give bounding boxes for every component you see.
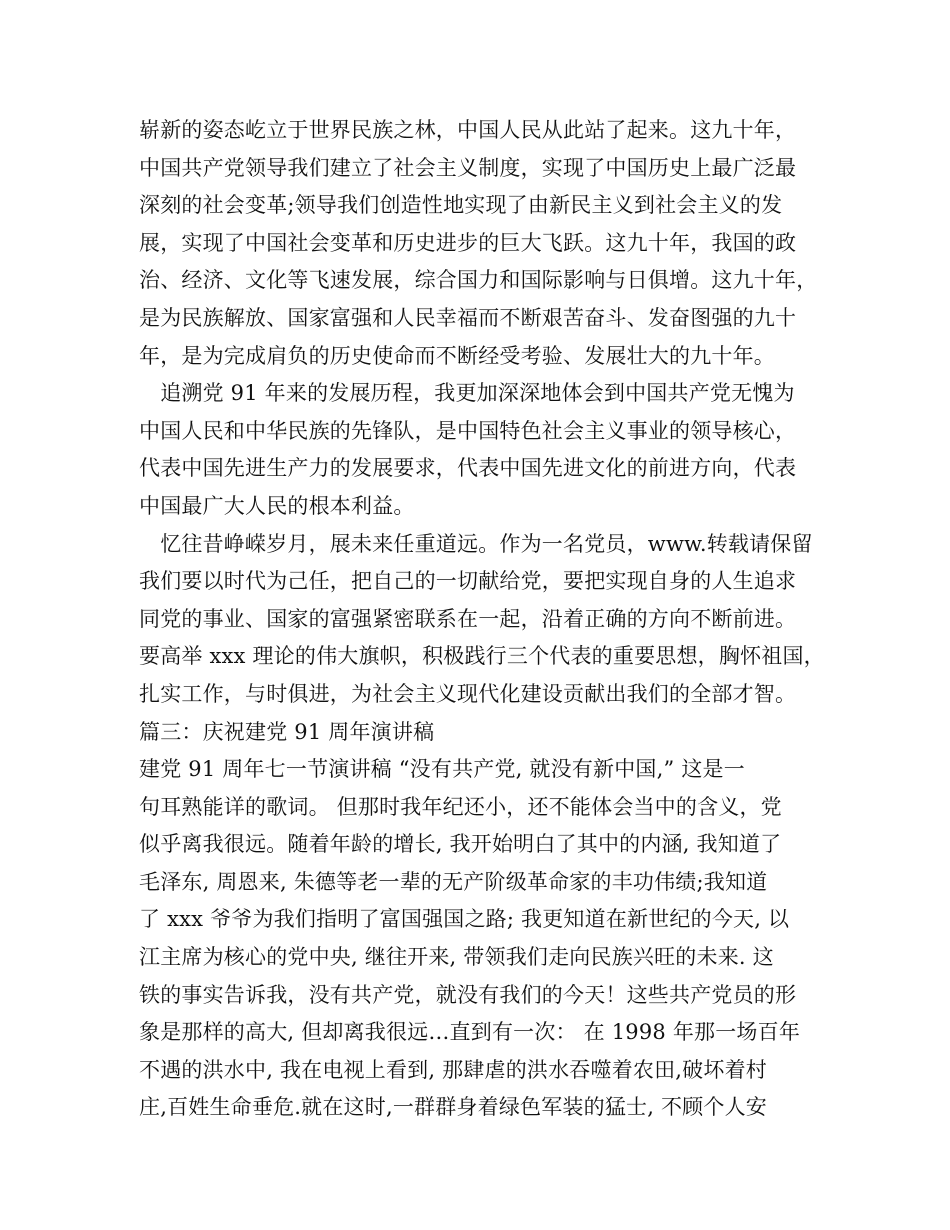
text-line: 毛泽东, 周恩来, 朱德等老一辈的无产阶级革命家的丰功伟绩;我知道 xyxy=(139,869,768,894)
text-line: 展，实现了中国社会变革和历史进步的巨大飞跃。这九十年，我国的政 xyxy=(139,230,797,255)
text-line: 我们要以时代为己任，把自己的一切献给党，要把实现自身的人生追求 xyxy=(139,569,797,594)
text-line: 崭新的姿态屹立于世界民族之林，中国人民从此站了起来。这九十年， xyxy=(139,118,797,142)
text-line: 庄,百姓生命垂危.就在这时,一群群身着绿色军装的猛士, 不顾个人安 xyxy=(139,1095,767,1120)
text-line: 代表中国先进生产力的发展要求，代表中国先进文化的前进方向，代表 xyxy=(139,456,797,481)
text-line: 扎实工作，与时俱进，为社会主义现代化建设贡献出我们的全部才智。 xyxy=(139,681,797,706)
text-line: 是为民族解放、国家富强和人民幸福而不断艰苦奋斗、发奋图强的九十 xyxy=(139,305,797,330)
text-line: 同党的事业、国家的富强紧密联系在一起，沿着正确的方向不断前进。 xyxy=(139,606,797,631)
section-heading: 篇三：庆祝建党 91 周年演讲稿 xyxy=(139,719,435,744)
text-line: 了 xxx 爷爷为我们指明了富国强国之路; 我更知道在新世纪的今天, 以 xyxy=(139,907,790,932)
text-line: 深刻的社会变革;领导我们创造性地实现了由新民主义到社会主义的发 xyxy=(139,193,783,218)
text-line: 中国共产党领导我们建立了社会主义制度，实现了中国历史上最广泛最 xyxy=(139,155,797,180)
text-line: 句耳熟能详的歌词。 但那时我年纪还小，还不能体会当中的含义，党 xyxy=(139,794,782,819)
document-body xyxy=(139,112,825,1127)
text-line: 江主席为核心的党中央, 继往开来, 带领我们走向民族兴旺的未来. 这 xyxy=(139,945,774,970)
text-line: 不遇的洪水中, 我在电视上看到, 那肆虐的洪水吞噬着农田,破坏着村 xyxy=(139,1057,767,1082)
text-line: 年，是为完成肩负的历史使命而不断经受考验、发展壮大的九十年。 xyxy=(139,343,775,368)
text-line: 中国人民和中华民族的先锋队，是中国特色社会主义事业的领导核心， xyxy=(139,418,797,443)
text-line: 忆往昔峥嵘岁月，展未来任重道远。作为一名党员，www.转载请保留 xyxy=(139,531,813,556)
text-line: 铁的事实告诉我，没有共产党，就没有我们的今天！这些共产党员的形 xyxy=(139,982,797,1007)
text-line: 似乎离我很远。随着年龄的增长, 我开始明白了其中的内涵, 我知道了 xyxy=(139,832,782,857)
text-line: 追溯党 91 年来的发展历程，我更加深深地体会到中国共产党无愧为 xyxy=(139,381,795,406)
text-line: 建党 91 周年七一节演讲稿 “没有共产党, 就没有新中国,” 这是一 xyxy=(139,757,745,782)
text-line: 象是那样的高大, 但却离我很远…直到有一次： 在 1998 年那一场百年 xyxy=(139,1020,801,1045)
text-line: 中国最广大人民的根本利益。 xyxy=(139,493,415,518)
text-line: 要高举 xxx 理论的伟大旗帜，积极践行三个代表的重要思想，胸怀祖国， xyxy=(139,644,825,669)
text-line: 治、经济、文化等飞速发展，综合国力和国际影响与日俱增。这九十年， xyxy=(139,268,818,293)
